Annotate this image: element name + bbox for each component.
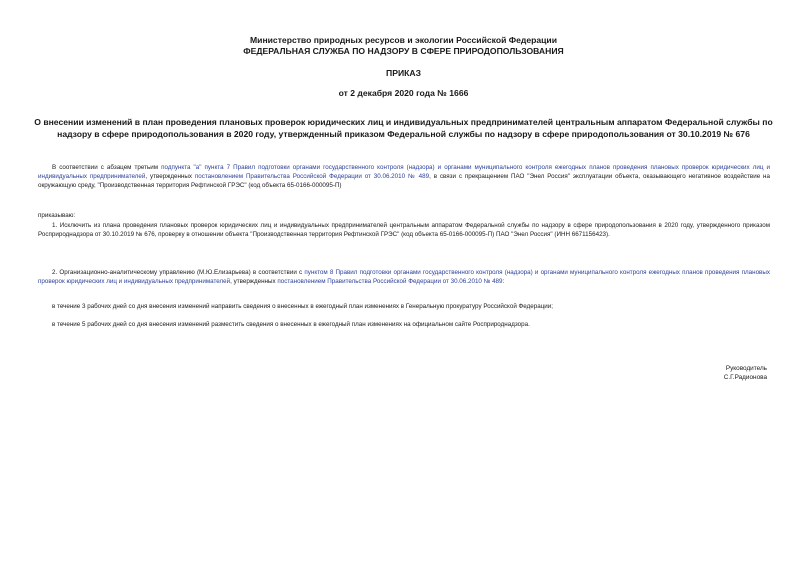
document-title: О внесении изменений в план проведения плановых проверок юридических лиц и индивидуальных предпринимателей центральным аппаратом Федеральной службы по надзору в сфере природопользования в 2020 году, утвержденный приказом Федеральной службы по надзору в сфере природопользования от 30.10.2019 № 676 xyxy=(34,117,773,139)
ministry-name: Министерство природных ресурсов и экологии Российской Федерации xyxy=(250,35,557,45)
basis-text-2: , утвержденных xyxy=(145,172,195,180)
paragraph-subitem-5-days: в течение 5 рабочих дней со дня внесения изменений разместить сведения о внесенных в ежегодный план изменениях на официальном сайте Росприроднадзора. xyxy=(52,321,530,328)
basis-text-3: , в связи с прекращением ПАО "Энел Россия" эксплуатации объекта, оказывающего негативное воздействие на окружающую среду, "Производственная территория Рефтинской ГРЭС" (код объекта 65-0166-000095-П) xyxy=(38,172,770,189)
paragraph-item-1: 1. Исключить из плана проведения плановых проверок юридических лиц и индивидуальных предпринимателей центральным аппаратом Федеральной службы по надзору в сфере природопользования в 2020 году, утвержденного приказом Росприроднадзора от 30.10.2019 № 676, проверку в отношении объекта "Производственная территория Рефтинской ГРЭС" (код объекта 65-0166-000095-П) ПАО "Энел Россия" (ИНН 6671156423). xyxy=(38,222,770,238)
paragraph-basis xyxy=(38,164,770,191)
link-rules-point-8[interactable]: пунктом 8 Правил подготовки органами государственного контроля (надзора) и органами муниципального контроля ежегодных планов проведения плановых проверок юридических лиц и индивидуальных предпринимателей xyxy=(38,269,770,285)
signature-position: Руководитель xyxy=(725,365,767,372)
link-government-decree[interactable]: постановлением Правительства Российской Федерации от 30.06.2010 № 489 xyxy=(194,172,430,180)
service-name: ФЕДЕРАЛЬНАЯ СЛУЖБА ПО НАДЗОРУ В СФЕРЕ ПРИРОДОПОЛЬЗОВАНИЯ xyxy=(243,46,564,56)
document-date-number: от 2 декабря 2020 года № 1666 xyxy=(338,88,469,98)
paragraph-item-2 xyxy=(38,269,770,287)
paragraph-subitem-3-days: в течение 3 рабочих дней со дня внесения изменений направить сведения о внесенных в ежегодный план изменениях в Генеральную прокуратуру Российской Федерации; xyxy=(52,303,554,310)
link-rules-subpoint[interactable]: подпункта "а" пункта 7 Правил подготовки органами государственного контроля (надзора) и органами муниципального контроля ежегодных планов проведения плановых проверок юридических лиц и индивидуальных предпринимателей xyxy=(38,164,770,180)
item2-text-2: , утвержденных xyxy=(230,277,278,285)
basis-text-1: В соответствии с абзацем третьим xyxy=(52,164,162,171)
paragraph-order: приказываю: xyxy=(38,212,76,219)
link-government-decree-2[interactable]: постановлением Правительства Российской Федерации от 30.06.2010 № 489 xyxy=(277,277,503,285)
item2-text-3: : xyxy=(502,277,505,285)
signature-name: С.Г.Радионова xyxy=(723,374,767,381)
document-type: ПРИКАЗ xyxy=(386,68,421,78)
item2-text-1: 2. Организационно-аналитическому управлению (М.Ю.Елизарьева) в соответствии с xyxy=(52,269,305,276)
